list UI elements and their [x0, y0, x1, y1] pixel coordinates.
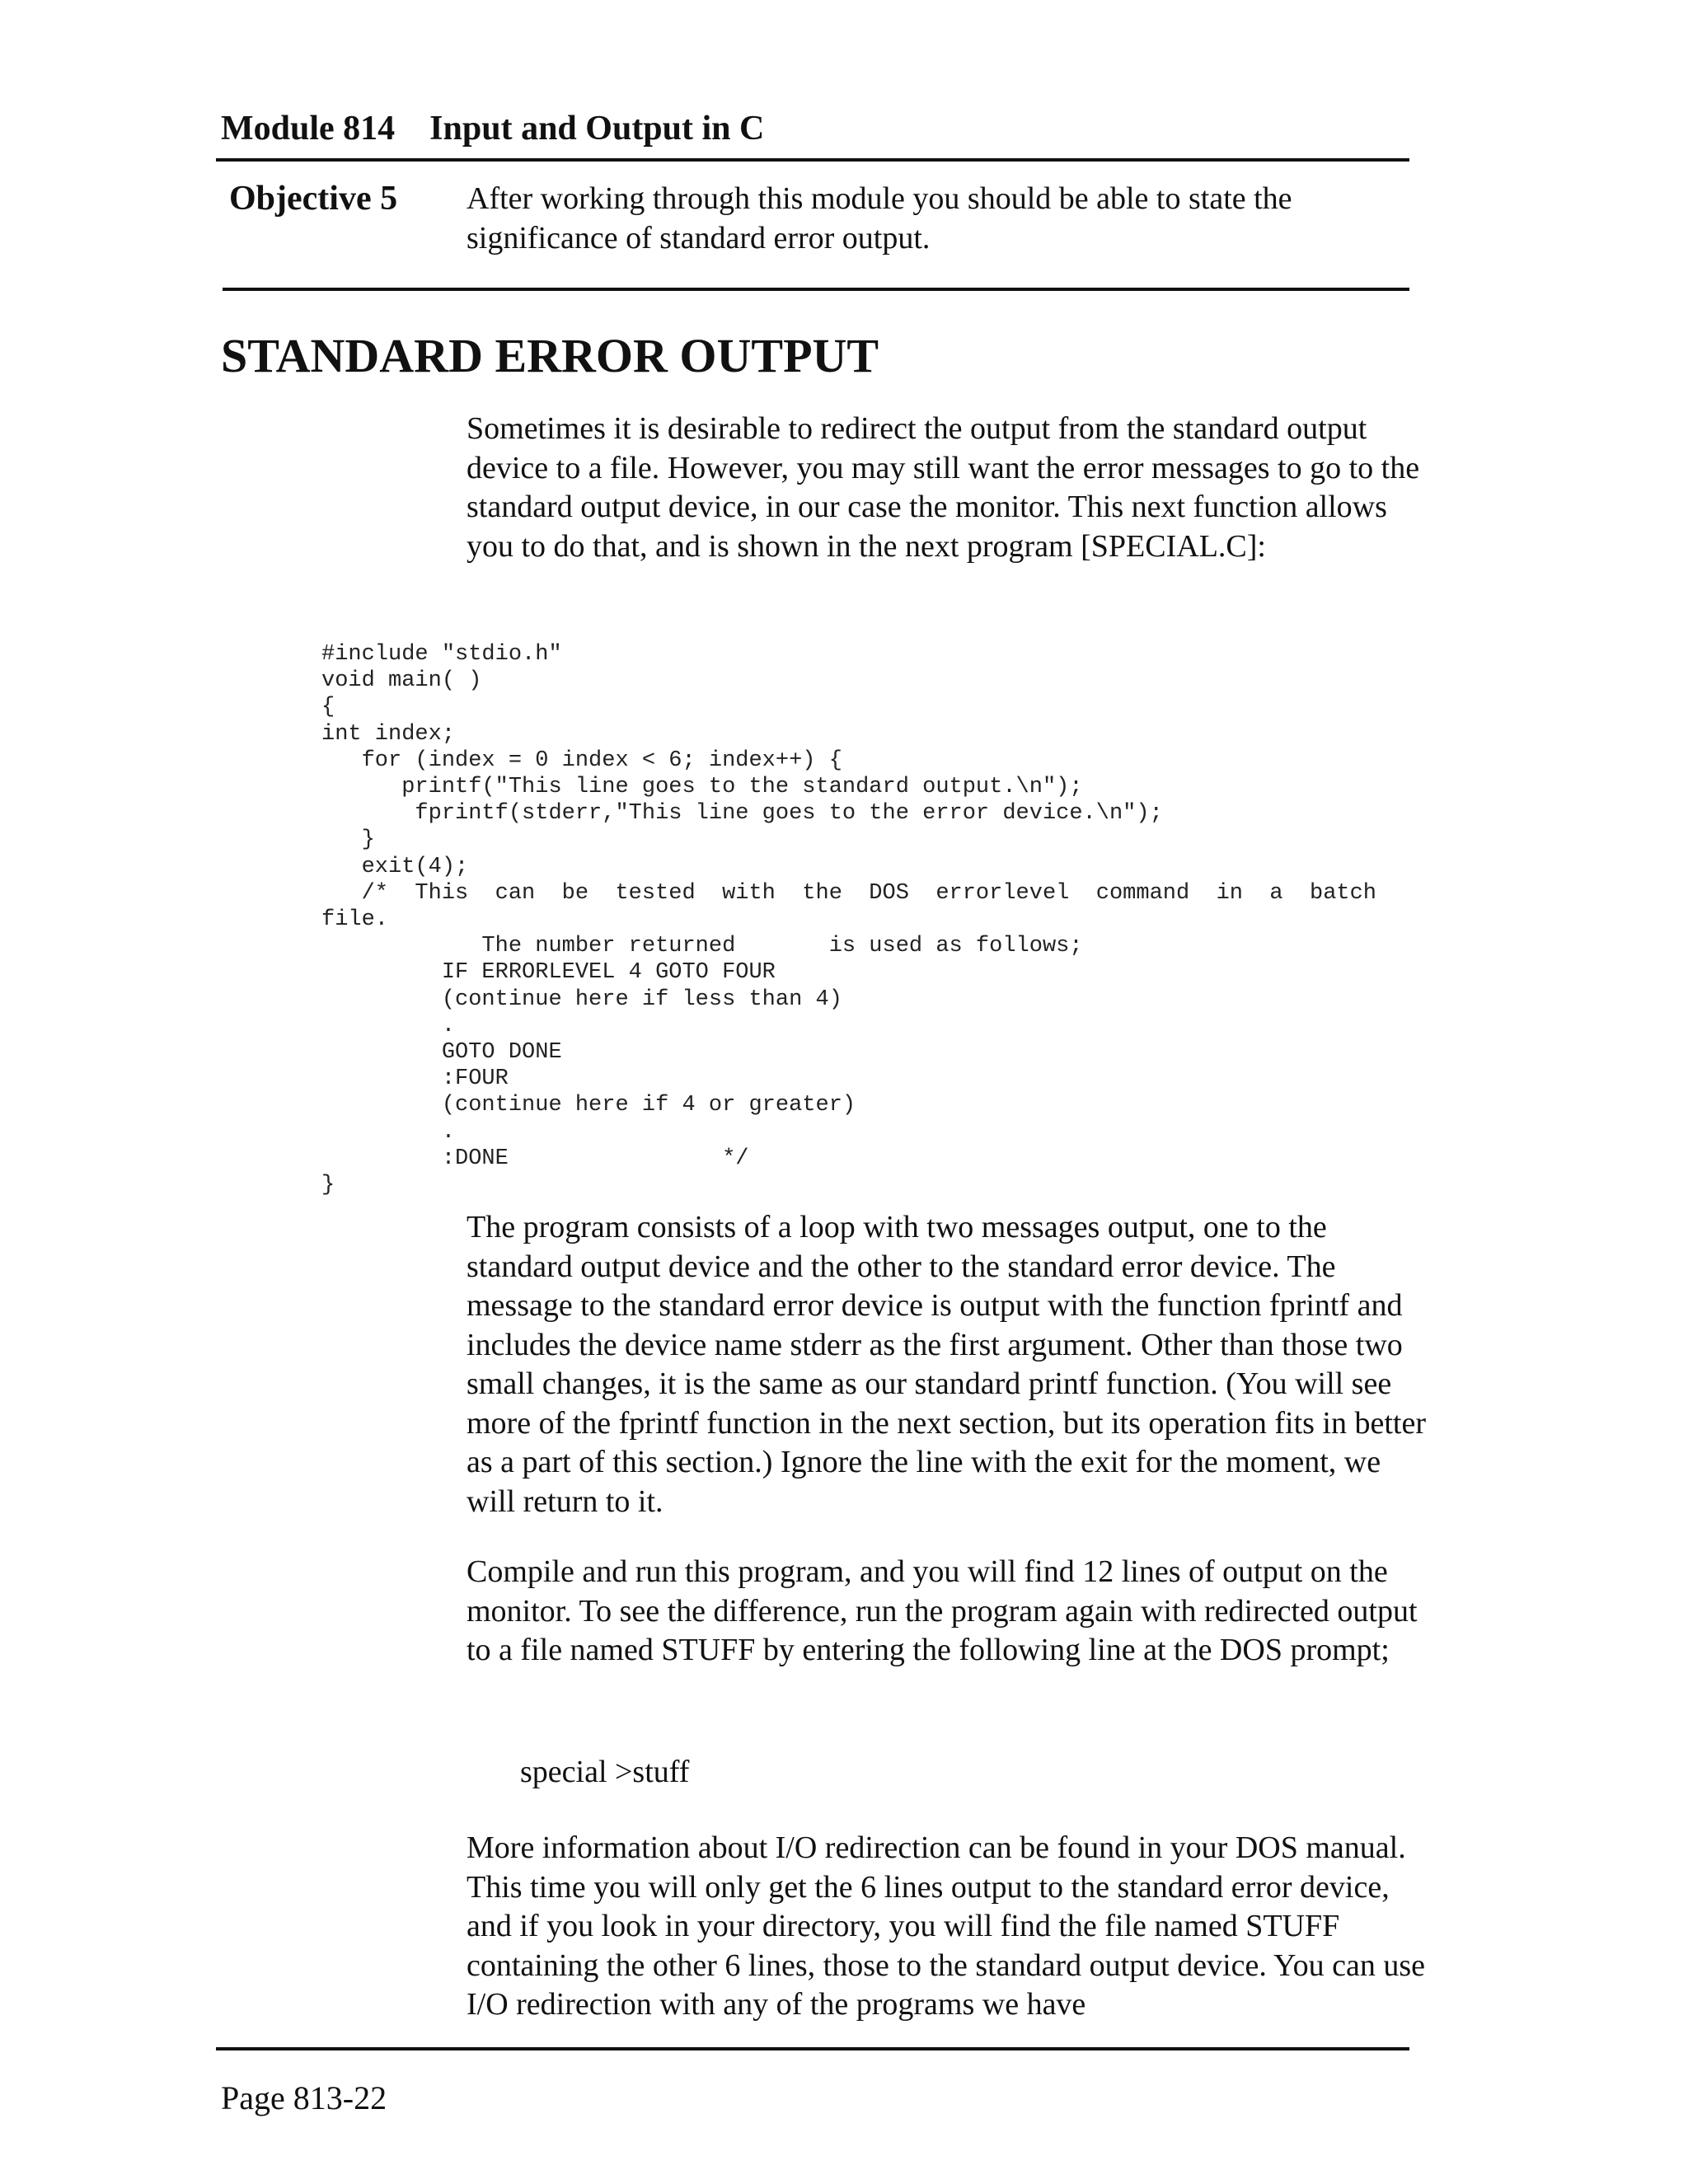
- module-title: Input and Output in C: [429, 110, 765, 148]
- command-example: special >stuff: [520, 1755, 690, 1789]
- module-number: Module 814: [221, 110, 396, 148]
- objective-text: After working through this module you should be able to state the significance of standard error output.: [467, 181, 1292, 255]
- intro-paragraph: Sometimes it is desirable to redirect the output from the standard output device to a file. However, you may still want the error messages to go to the standard output device, in our case the monitor. This next function allows you to do that, and is shown in the next program [SPECIAL.C]:: [467, 411, 1420, 564]
- module-header: [221, 109, 764, 148]
- objective-label: Objective 5: [229, 180, 398, 218]
- header-rule: [216, 158, 1409, 162]
- section-title: STANDARD ERROR OUTPUT: [221, 329, 879, 382]
- compile-paragraph: Compile and run this program, and you will find 12 lines of output on the monitor. To see the difference, run the program again with redirected output to a file named STUFF by entering the following line at the DOS prompt;: [467, 1554, 1418, 1667]
- explanation-paragraph: The program consists of a loop with two messages output, one to the standard output device and the other to the standard error device. The message to the standard error device is output with the function fprintf and includes the device name stderr as the first argument. Other than those two small changes, it is the same as our standard printf function. (You will see more of the fprintf function in the next section, but its operation fits in better as a part of this section.) Ignore the line with the exit for the moment, we will return to it.: [467, 1210, 1426, 1519]
- redirection-paragraph: More information about I/O redirection can be found in your DOS manual. This time you will only get the 6 lines output to the standard error device, and if you look in your directory, you will find the file named STUFF containing the other 6 lines, those to the standard output device. You can use I/O redirection with any of the programs we have: [467, 1830, 1425, 2022]
- code-listing: #include "stdio.h" void main( ) { int index; for (index = 0 index < 6; index++) { printf("This line goes to the standard output.\n"); fprintf(stderr,"This line goes to the error device.\n"); } exit(4); /* This can be tested with the DOS errorlevel command in a batch file. The number returned is used as follows; IF ERRORLEVEL 4 GOTO FOUR (continue here if less than 4) . GOTO DONE :FOUR (continue here if 4 or greater) . :DONE */ }: [321, 642, 1377, 1198]
- page-number: Page 813-22: [221, 2079, 387, 2116]
- footer-rule: [216, 2047, 1409, 2050]
- objective-rule: [223, 288, 1409, 291]
